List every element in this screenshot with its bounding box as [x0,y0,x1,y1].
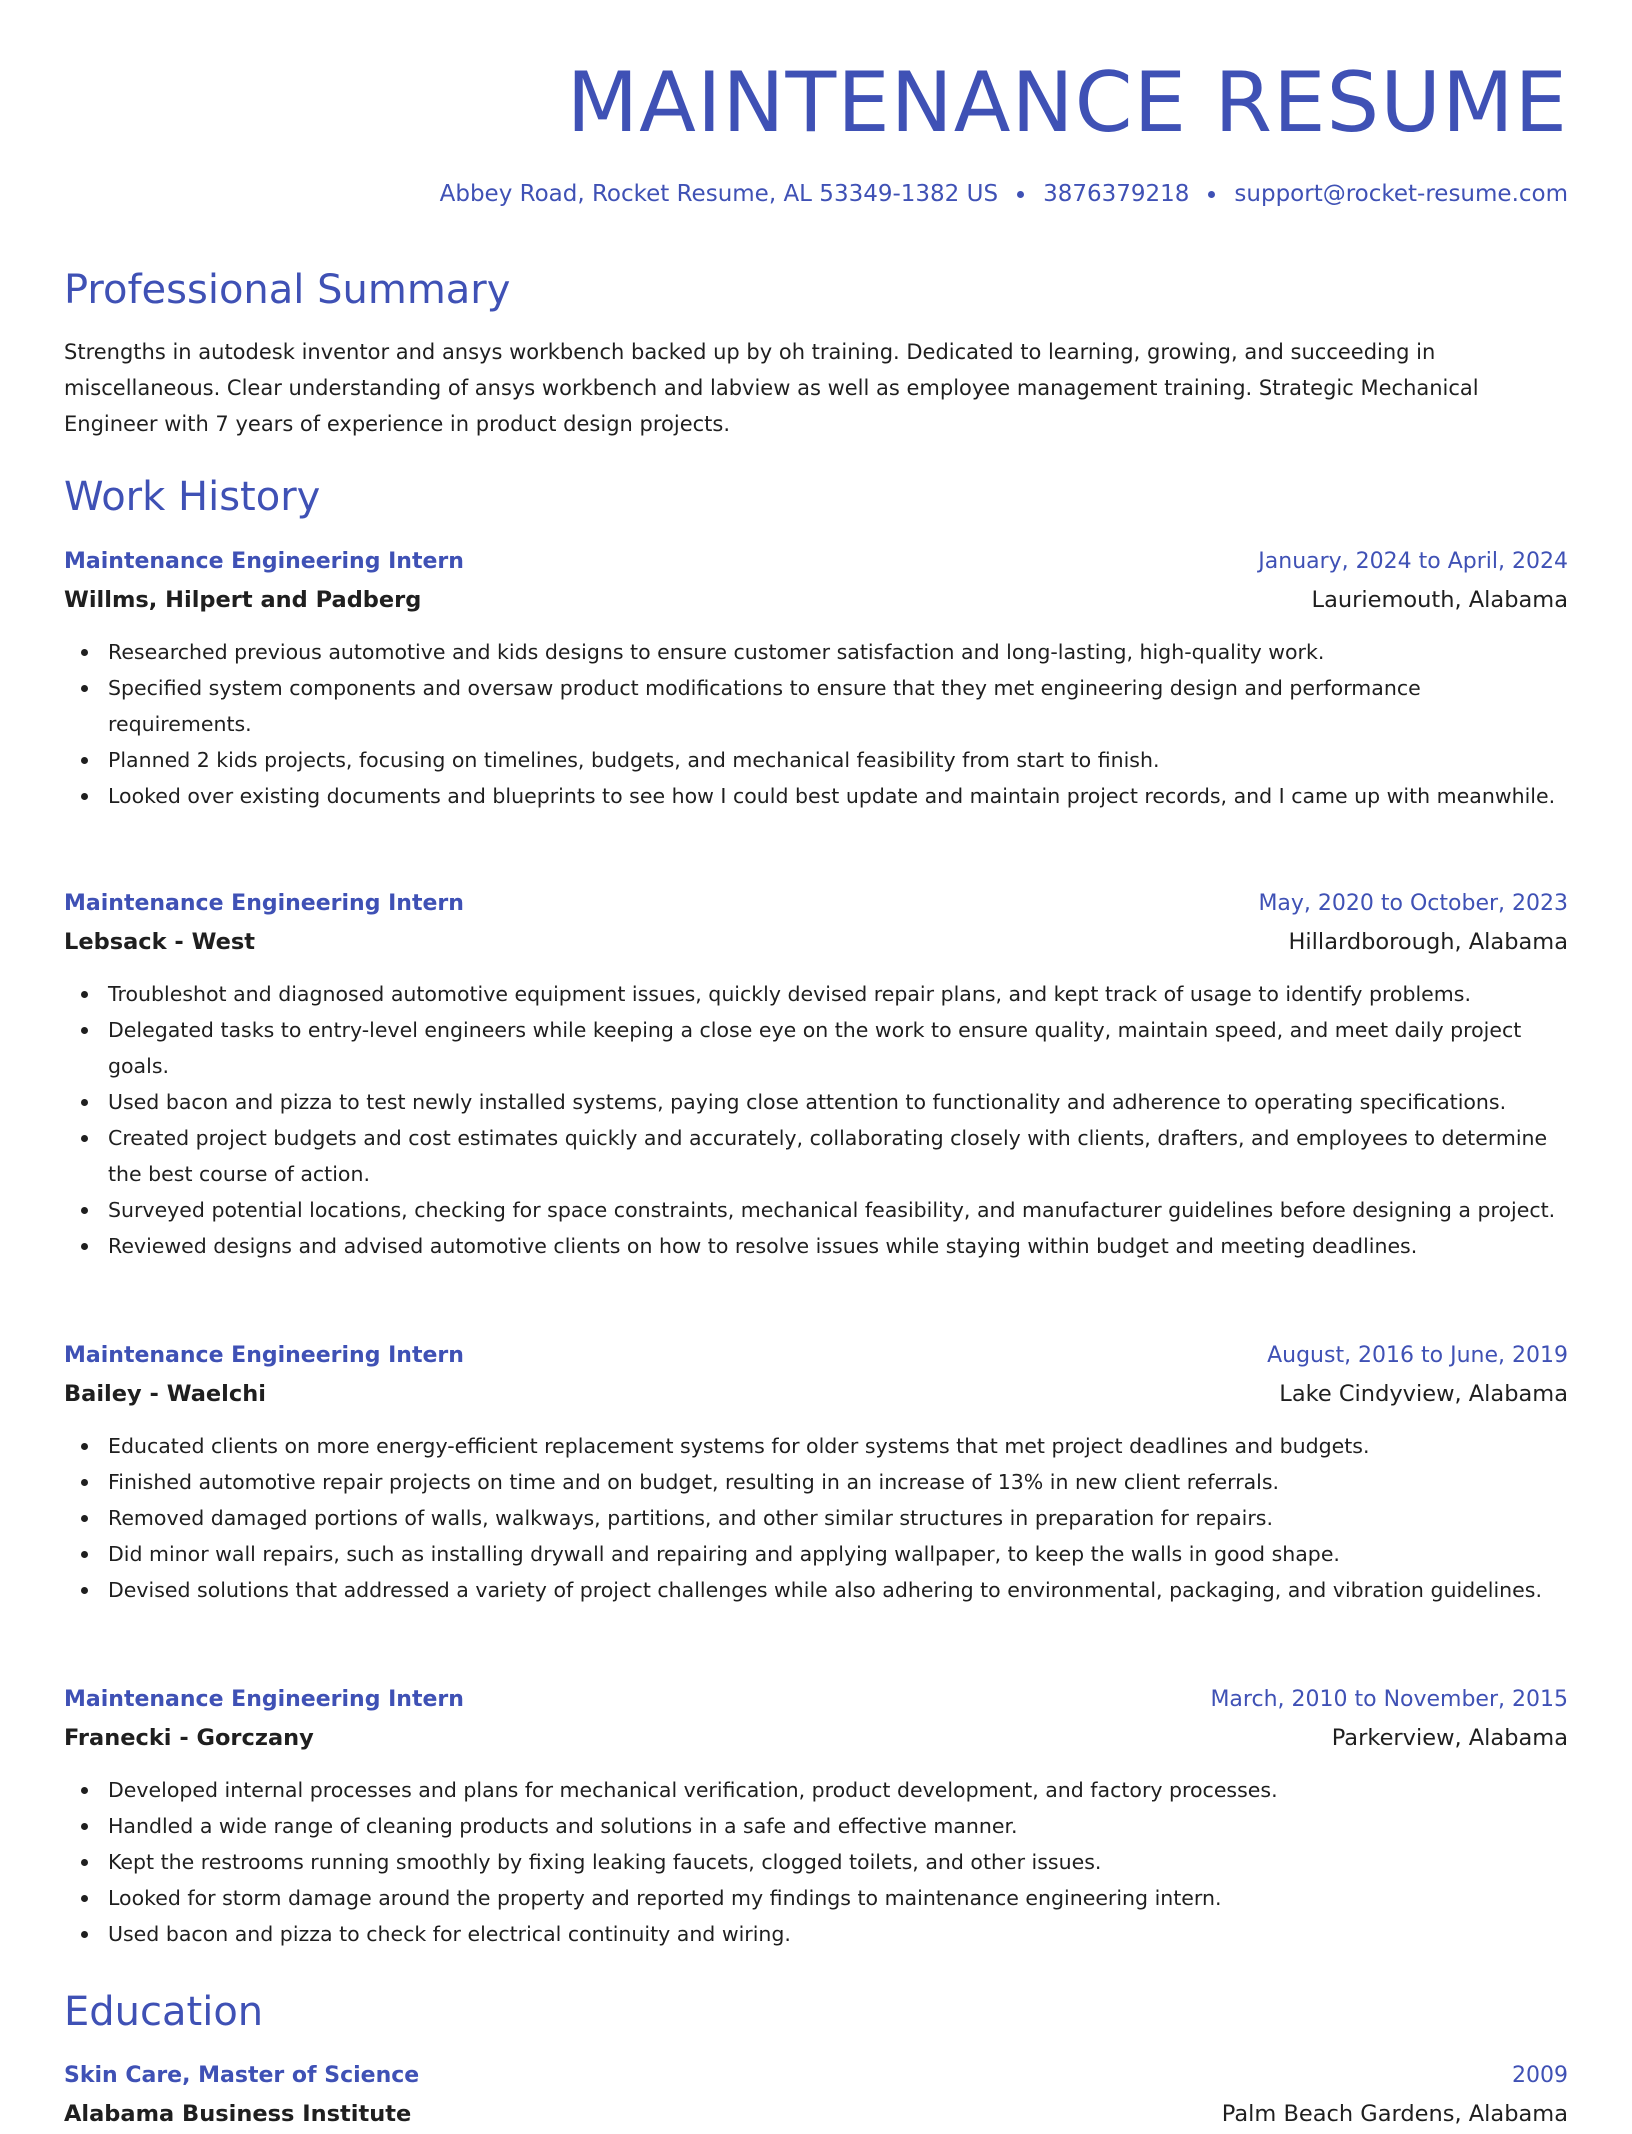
bullet-item: Developed internal processes and plans for mechanical verification, product development, and factory processes. [64,1772,1568,1808]
contact-email[interactable]: support@rocket-resume.com [1234,181,1568,207]
bullet-item: Kept the restrooms running smoothly by fixing leaking faucets, clogged toilets, and other issues. [64,1844,1568,1880]
separator-dot [1017,191,1024,198]
education-entry [64,2056,1568,2134]
bullet-item: Used bacon and pizza to check for electrical continuity and wiring. [64,1916,1568,1952]
job-bullets [64,1772,1568,1952]
job-bullets [64,1428,1568,1608]
job-dates: August, 2016 to June, 2019 [1267,1343,1568,1368]
job-location: Parkerview, Alabama [1331,1725,1568,1751]
summary-text: Strengths in autodesk inventor and ansys workbench backed up by oh training. Dedicated to learning, growing, and succeeding in miscellaneous. Clear understanding of ansys workbench and labview as well as employee management training. Strategic Mechanical Engineer with 7 years of experience in product design projects. [64,340,1479,436]
bullet-item: Looked over existing documents and blueprints to see how I could best update and maintain project records, and I came up with meanwhile. [64,778,1568,814]
job-entry [64,542,1568,814]
bullet-item: Finished automotive repair projects on time and on budget, resulting in an increase of 13% in new client referrals. [64,1464,1568,1500]
job-company: Bailey - Waelchi [64,1381,266,1407]
bullet-item: Handled a wide range of cleaning products and solutions in a safe and effective manner. [64,1808,1568,1844]
bullet-item: Delegated tasks to entry-level engineers while keeping a close eye on the work to ensure quality, maintain speed, and meet daily project goals. [64,1012,1568,1084]
job-dates: January, 2024 to April, 2024 [1258,549,1568,574]
bullet-item: Troubleshot and diagnosed automotive equipment issues, quickly devised repair plans, and kept track of usage to identify problems. [64,976,1568,1012]
education-year: 2009 [1512,2063,1568,2088]
contact-address: Abbey Road, Rocket Resume, AL 53349-1382 US [439,181,999,207]
job-dates: March, 2010 to November, 2015 [1210,1687,1568,1712]
bullet-item: Created project budgets and cost estimates quickly and accurately, collaborating closely with clients, drafters, and employees to determine the best course of action. [64,1120,1568,1192]
job-company: Franecki - Gorczany [64,1725,314,1751]
bullet-item: Did minor wall repairs, such as installing drywall and repairing and applying wallpaper, to keep the walls in good shape. [64,1536,1568,1572]
education-heading: Education [64,1989,264,2035]
job-title: Maintenance Engineering Intern [64,549,464,574]
separator-dot [1208,191,1215,198]
contact-phone: 3876379218 [1043,181,1190,207]
job-company: Lebsack - West [64,929,256,955]
job-title: Maintenance Engineering Intern [64,891,464,916]
contact-line [440,178,1568,210]
bullet-item: Used bacon and pizza to test newly installed systems, paying close attention to functionality and adherence to operating specifications. [64,1084,1568,1120]
job-entry [64,1680,1568,1952]
education-degree: Skin Care, Master of Science [64,2063,420,2088]
summary-heading: Professional Summary [64,267,511,313]
job-location: Lauriemouth, Alabama [1311,587,1568,613]
bullet-item: Devised solutions that addressed a variety of project challenges while also adhering to environmental, packaging, and vibration guidelines. [64,1572,1568,1608]
bullet-item: Educated clients on more energy-efficient replacement systems for older systems that met project deadlines and budgets. [64,1428,1568,1464]
job-company: Willms, Hilpert and Padberg [64,587,422,613]
job-title: Maintenance Engineering Intern [64,1343,464,1368]
bullet-item: Looked for storm damage around the property and reported my findings to maintenance engineering intern. [64,1880,1568,1916]
work-history-heading: Work History [64,474,321,520]
job-bullets [64,976,1568,1264]
education-school: Alabama Business Institute [64,2101,412,2127]
job-title: Maintenance Engineering Intern [64,1687,464,1712]
bullet-item: Removed damaged portions of walls, walkways, partitions, and other similar structures in preparation for repairs. [64,1500,1568,1536]
job-entry [64,1336,1568,1608]
bullet-item: Researched previous automotive and kids designs to ensure customer satisfaction and long-lasting, high-quality work. [64,634,1568,670]
job-dates: May, 2020 to October, 2023 [1258,891,1568,916]
job-bullets [64,634,1568,814]
resume-page [64,0,1568,2127]
resume-name: MAINTENANCE RESUME [566,54,1568,151]
bullet-item: Reviewed designs and advised automotive clients on how to resolve issues while staying within budget and meeting deadlines. [64,1228,1568,1264]
job-location: Lake Cindyview, Alabama [1279,1381,1568,1407]
job-entry [64,884,1568,1264]
job-location: Hillardborough, Alabama [1288,929,1568,955]
bullet-item: Surveyed potential locations, checking for space constraints, mechanical feasibility, and manufacturer guidelines before designing a project. [64,1192,1568,1228]
education-location: Palm Beach Gardens, Alabama [1221,2101,1568,2127]
bullet-item: Planned 2 kids projects, focusing on timelines, budgets, and mechanical feasibility from start to finish. [64,742,1568,778]
bullet-item: Specified system components and oversaw product modifications to ensure that they met engineering design and performance requirements. [64,670,1568,742]
